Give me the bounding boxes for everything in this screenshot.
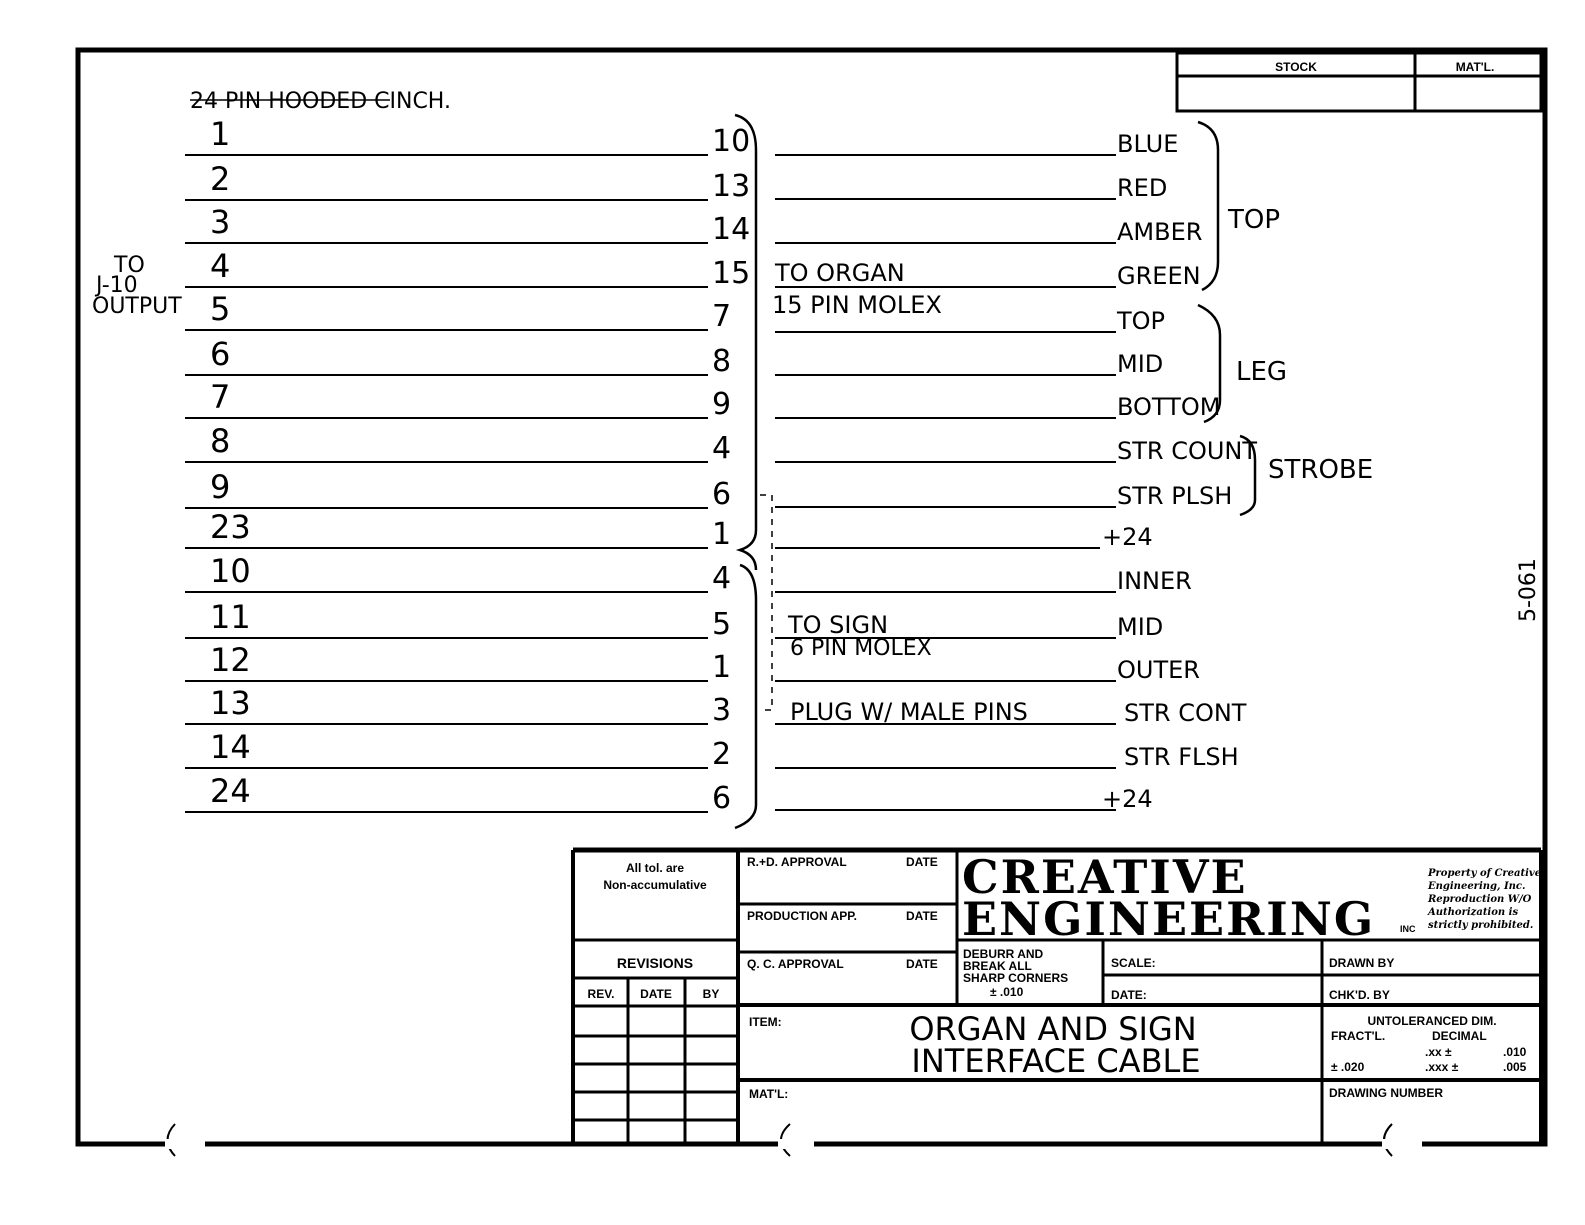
fract-label: FRACT'L. [1331, 1029, 1386, 1043]
molex-pin-number: 4 [712, 561, 732, 596]
scale-label: SCALE: [1111, 956, 1156, 970]
wire-rows [185, 115, 1257, 816]
molex-pin-number: 2 [712, 737, 732, 772]
revisions-label: REVISIONS [616, 955, 694, 971]
qc-date-label: DATE [906, 957, 938, 971]
group-label-leg: LEG [1236, 357, 1288, 387]
molex-pin-number: 3 [712, 693, 732, 728]
qc-approval-label: Q. C. APPROVAL [747, 957, 844, 971]
sign-brace [735, 565, 756, 828]
molex-pin-number: 15 [712, 256, 751, 291]
sign-note-1: TO SIGN [788, 611, 889, 639]
cinch-pin-number: 11 [210, 598, 251, 636]
wire-color-label: BLUE [1117, 130, 1179, 158]
cinch-pin-number: 14 [210, 728, 251, 766]
organ-note-1: TO ORGAN [775, 259, 905, 287]
molex-pin-number: 8 [712, 344, 732, 379]
wire-color-label: +24 [1102, 523, 1153, 551]
rd-approval-label: R.+D. APPROVAL [747, 855, 847, 869]
wire-color-label: STR COUNT [1117, 437, 1258, 465]
matl-label: MAT'L: [749, 1087, 789, 1101]
wire-color-label: STR FLSH [1124, 743, 1239, 771]
cinch-pin-number: 6 [210, 335, 231, 373]
cinch-pin-number: 1 [210, 115, 231, 153]
left-label-output: OUTPUT [92, 294, 182, 319]
tol-xx-label: .xx ± [1425, 1045, 1452, 1059]
rev-header: REV. [587, 987, 615, 1001]
side-number: 5-061 [1516, 558, 1541, 622]
binding-hole-marks [165, 1124, 1422, 1156]
plug-note: PLUG W/ MALE PINS [790, 698, 1028, 726]
property-note-5: strictly prohibited. [1428, 920, 1534, 931]
molex-pin-number: 1 [712, 517, 732, 552]
tol-xxx-label: .xxx ± [1425, 1060, 1459, 1074]
sign-dashed-line [760, 495, 772, 710]
left-label-to: TO [114, 253, 145, 278]
property-note-2: Engineering, Inc. [1428, 881, 1526, 892]
connector-title: 24 PIN HOODED CINCH. [190, 89, 451, 114]
molex-pin-number: 6 [712, 781, 732, 816]
cinch-pin-number: 13 [210, 684, 251, 722]
top-brace [1198, 122, 1218, 290]
group-label-strobe: STROBE [1268, 455, 1374, 485]
left-label-j10: J-10 [96, 273, 138, 298]
molex-pin-number: 14 [712, 212, 751, 247]
tol-fract-value: ± .020 [1331, 1060, 1365, 1074]
molex-pin-number: 7 [712, 299, 732, 334]
organ-note-2: 15 PIN MOLEX [772, 291, 942, 319]
cinch-pin-number: 4 [210, 247, 231, 285]
wire-color-label: STR PLSH [1117, 482, 1233, 510]
wire-color-label: BOTTOM [1117, 393, 1221, 421]
wire-color-label: AMBER [1117, 218, 1203, 246]
molex-pin-number: 1 [712, 650, 732, 685]
tol-xx-value: .010 [1503, 1045, 1527, 1059]
wire-color-label: INNER [1117, 567, 1192, 595]
item-line1: ORGAN AND SIGN [909, 1010, 1197, 1048]
molex-pin-number: 6 [712, 477, 732, 512]
deburr-3: SHARP CORNERS [963, 971, 1069, 985]
cinch-pin-number: 23 [210, 508, 251, 546]
company-logo-line1: CREATIVE [962, 850, 1248, 904]
cinch-pin-number: 12 [210, 641, 251, 679]
wire-color-label: OUTER [1117, 656, 1200, 684]
group-label-top: TOP [1228, 205, 1281, 235]
cinch-pin-number: 3 [210, 203, 231, 241]
property-note-4: Authorization is [1428, 907, 1519, 918]
item-label: ITEM: [749, 1015, 782, 1029]
molex-pin-number: 5 [712, 607, 732, 642]
cinch-pin-number: 9 [210, 468, 231, 506]
company-inc: INC [1400, 924, 1416, 934]
cinch-pin-number: 5 [210, 290, 231, 328]
molex-pin-number: 9 [712, 387, 732, 422]
sign-note-2: 6 PIN MOLEX [790, 636, 932, 661]
deburr-2: BREAK ALL [963, 959, 1032, 973]
chkd-by-label: CHK'D. BY [1329, 988, 1390, 1002]
drawing-border [78, 50, 1545, 1144]
molex-pin-number: 10 [712, 124, 751, 159]
item-line2: INTERFACE CABLE [911, 1042, 1201, 1080]
cinch-pin-number: 2 [210, 160, 231, 198]
property-note-3: Reproduction W/O [1428, 894, 1532, 905]
wire-color-label: GREEN [1117, 262, 1201, 290]
cinch-pin-number: 24 [210, 772, 251, 810]
stock-label: STOCK [1275, 60, 1317, 74]
deburr-4: ± .010 [990, 985, 1024, 999]
company-logo-line2: ENGINEERING [962, 892, 1376, 946]
cinch-pin-number: 8 [210, 422, 231, 460]
tol-note-2: Non-accumulative [603, 878, 707, 892]
cinch-pin-number: 7 [210, 378, 231, 416]
wire-color-label: +24 [1102, 785, 1153, 813]
rev-date-header: DATE [640, 987, 672, 1001]
untoleranced-label: UNTOLERANCED DIM. [1367, 1014, 1497, 1028]
rd-date-label: DATE [906, 855, 938, 869]
wire-color-label: TOP [1117, 307, 1166, 335]
by-header: BY [702, 987, 720, 1001]
drawing-number-label: DRAWING NUMBER [1329, 1086, 1443, 1100]
wire-color-label: RED [1117, 174, 1168, 202]
tol-xxx-value: .005 [1503, 1060, 1527, 1074]
decimal-label: DECIMAL [1432, 1029, 1487, 1043]
drawn-by-label: DRAWN BY [1329, 956, 1395, 970]
cinch-pin-number: 10 [210, 552, 251, 590]
molex-pin-number: 13 [712, 169, 751, 204]
matl-top-label: MAT'L. [1455, 60, 1495, 74]
date-field-label: DATE: [1111, 988, 1147, 1002]
molex-pin-number: 4 [712, 431, 732, 466]
wire-color-label: MID [1117, 350, 1164, 378]
deburr-1: DEBURR AND [963, 947, 1044, 961]
wire-color-label: MID [1117, 613, 1164, 641]
property-note-1: Property of Creative [1428, 868, 1542, 879]
production-date-label: DATE [906, 909, 938, 923]
production-app-label: PRODUCTION APP. [747, 909, 858, 923]
wire-color-label: STR CONT [1124, 699, 1247, 727]
tol-note-1: All tol. are [625, 861, 685, 875]
